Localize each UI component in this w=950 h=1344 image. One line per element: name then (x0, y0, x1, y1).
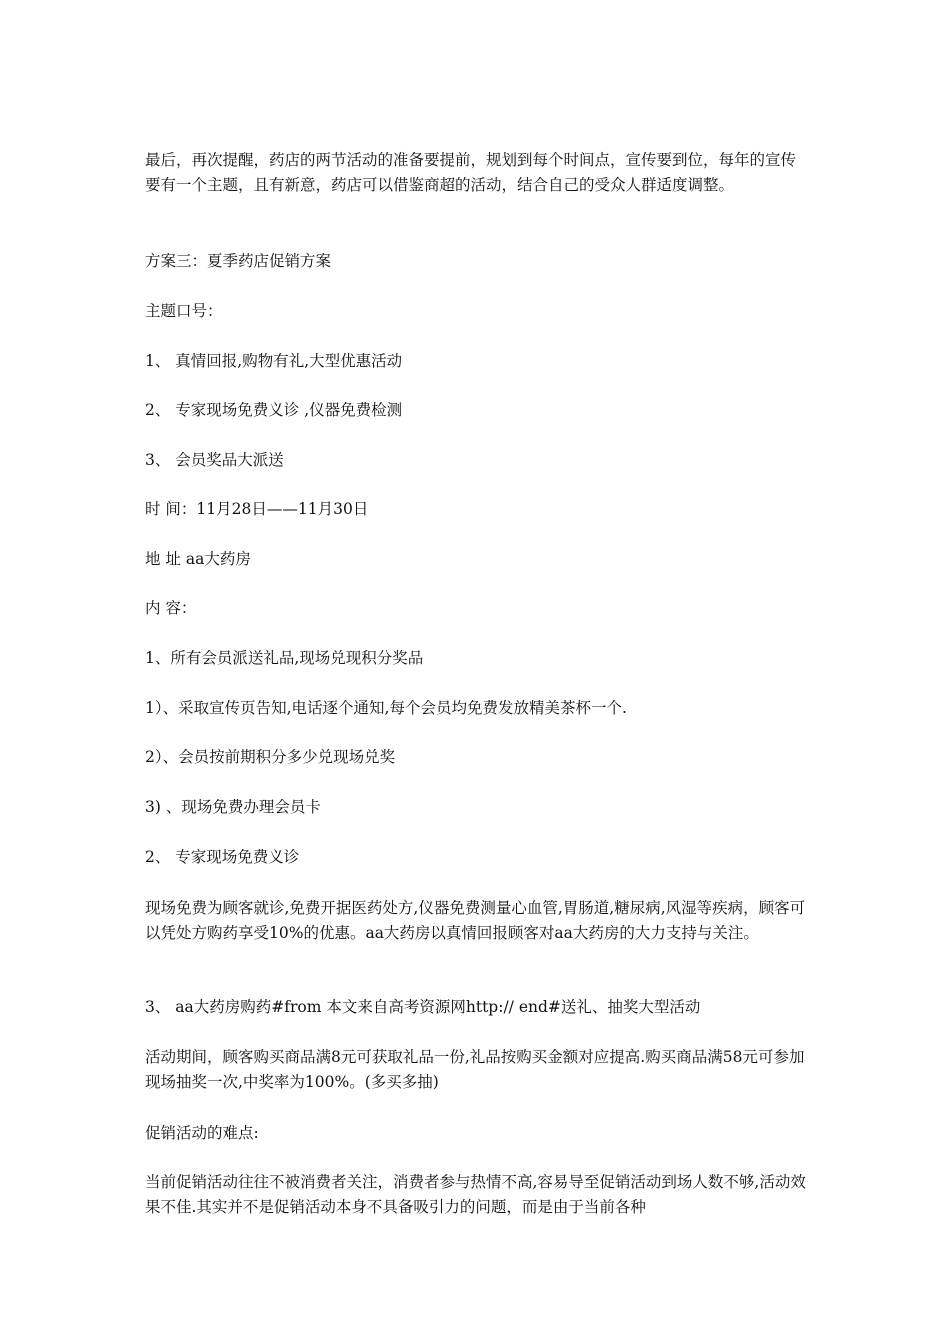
difficulty-heading: 促销活动的难点: (145, 1124, 259, 1142)
content-item-2: 2、 专家现场免费义诊 (145, 848, 300, 866)
paragraph-closing-reminder: 最后，再次提醒，药店的两节活动的准备要提前，规划到每个时间点，宣传要到位，每年的宣传要有一个主题，且有新意，药店可以借鉴商超的活动，结合自己的受众人群适度调整。 (145, 151, 797, 194)
paragraph-activity-period: 活动期间，顾客购买商品满8元可获取礼品一份,礼品按购买金额对应提高.购买商品满58元可参加现场抽奖一次,中奖率为100%。(多买多抽) (145, 1048, 805, 1091)
theme-slogan-heading: 主题口号： (145, 302, 223, 320)
content-item-1: 1、所有会员派送礼品,现场兑现积分奖品 (145, 649, 424, 667)
section-title-plan-three: 方案三：夏季药店促销方案 (145, 252, 332, 270)
content-item-3: 3、 aa大药房购药#from 本文来自高考资源网http:// end#送礼、抽奖大型活动 (145, 998, 701, 1016)
slogan-item-1: 1、 真情回报,购物有礼,大型优惠活动 (145, 352, 403, 370)
slogan-item-3: 3、 会员奖品大派送 (145, 451, 284, 469)
content-subitem-3: 3) 、现场免费办理会员卡 (145, 798, 321, 816)
content-heading: 内 容： (145, 599, 197, 617)
content-subitem-2: 2）、会员按前期积分多少兑现场兑奖 (145, 748, 396, 766)
content-subitem-1: 1）、采取宣传页告知,电话逐个通知,每个会员均免费发放精美茶杯一个. (145, 699, 627, 717)
event-time: 时 间：11月28日——11月30日 (145, 500, 369, 518)
paragraph-difficulty: 当前促销活动往往不被消费者关注，消费者参与热情不高,容易导至促销活动到场人数不够,活动效果不佳.其实并不是促销活动本身不具备吸引力的问题，而是由于当前各种 (145, 1173, 806, 1216)
slogan-item-2: 2、 专家现场免费义诊 ,仪器免费检测 (145, 401, 403, 419)
event-address: 地 址 aa大药房 (145, 550, 251, 568)
paragraph-free-consultation: 现场免费为顾客就诊,免费开据医药处方,仪器免费测量心血管,胃肠道,糖尿病,风湿等疾病，顾客可以凭处方购药享受10%的优惠。aa大药房以真情回报顾客对aa大药房的大力支持与关注。 (145, 899, 806, 942)
